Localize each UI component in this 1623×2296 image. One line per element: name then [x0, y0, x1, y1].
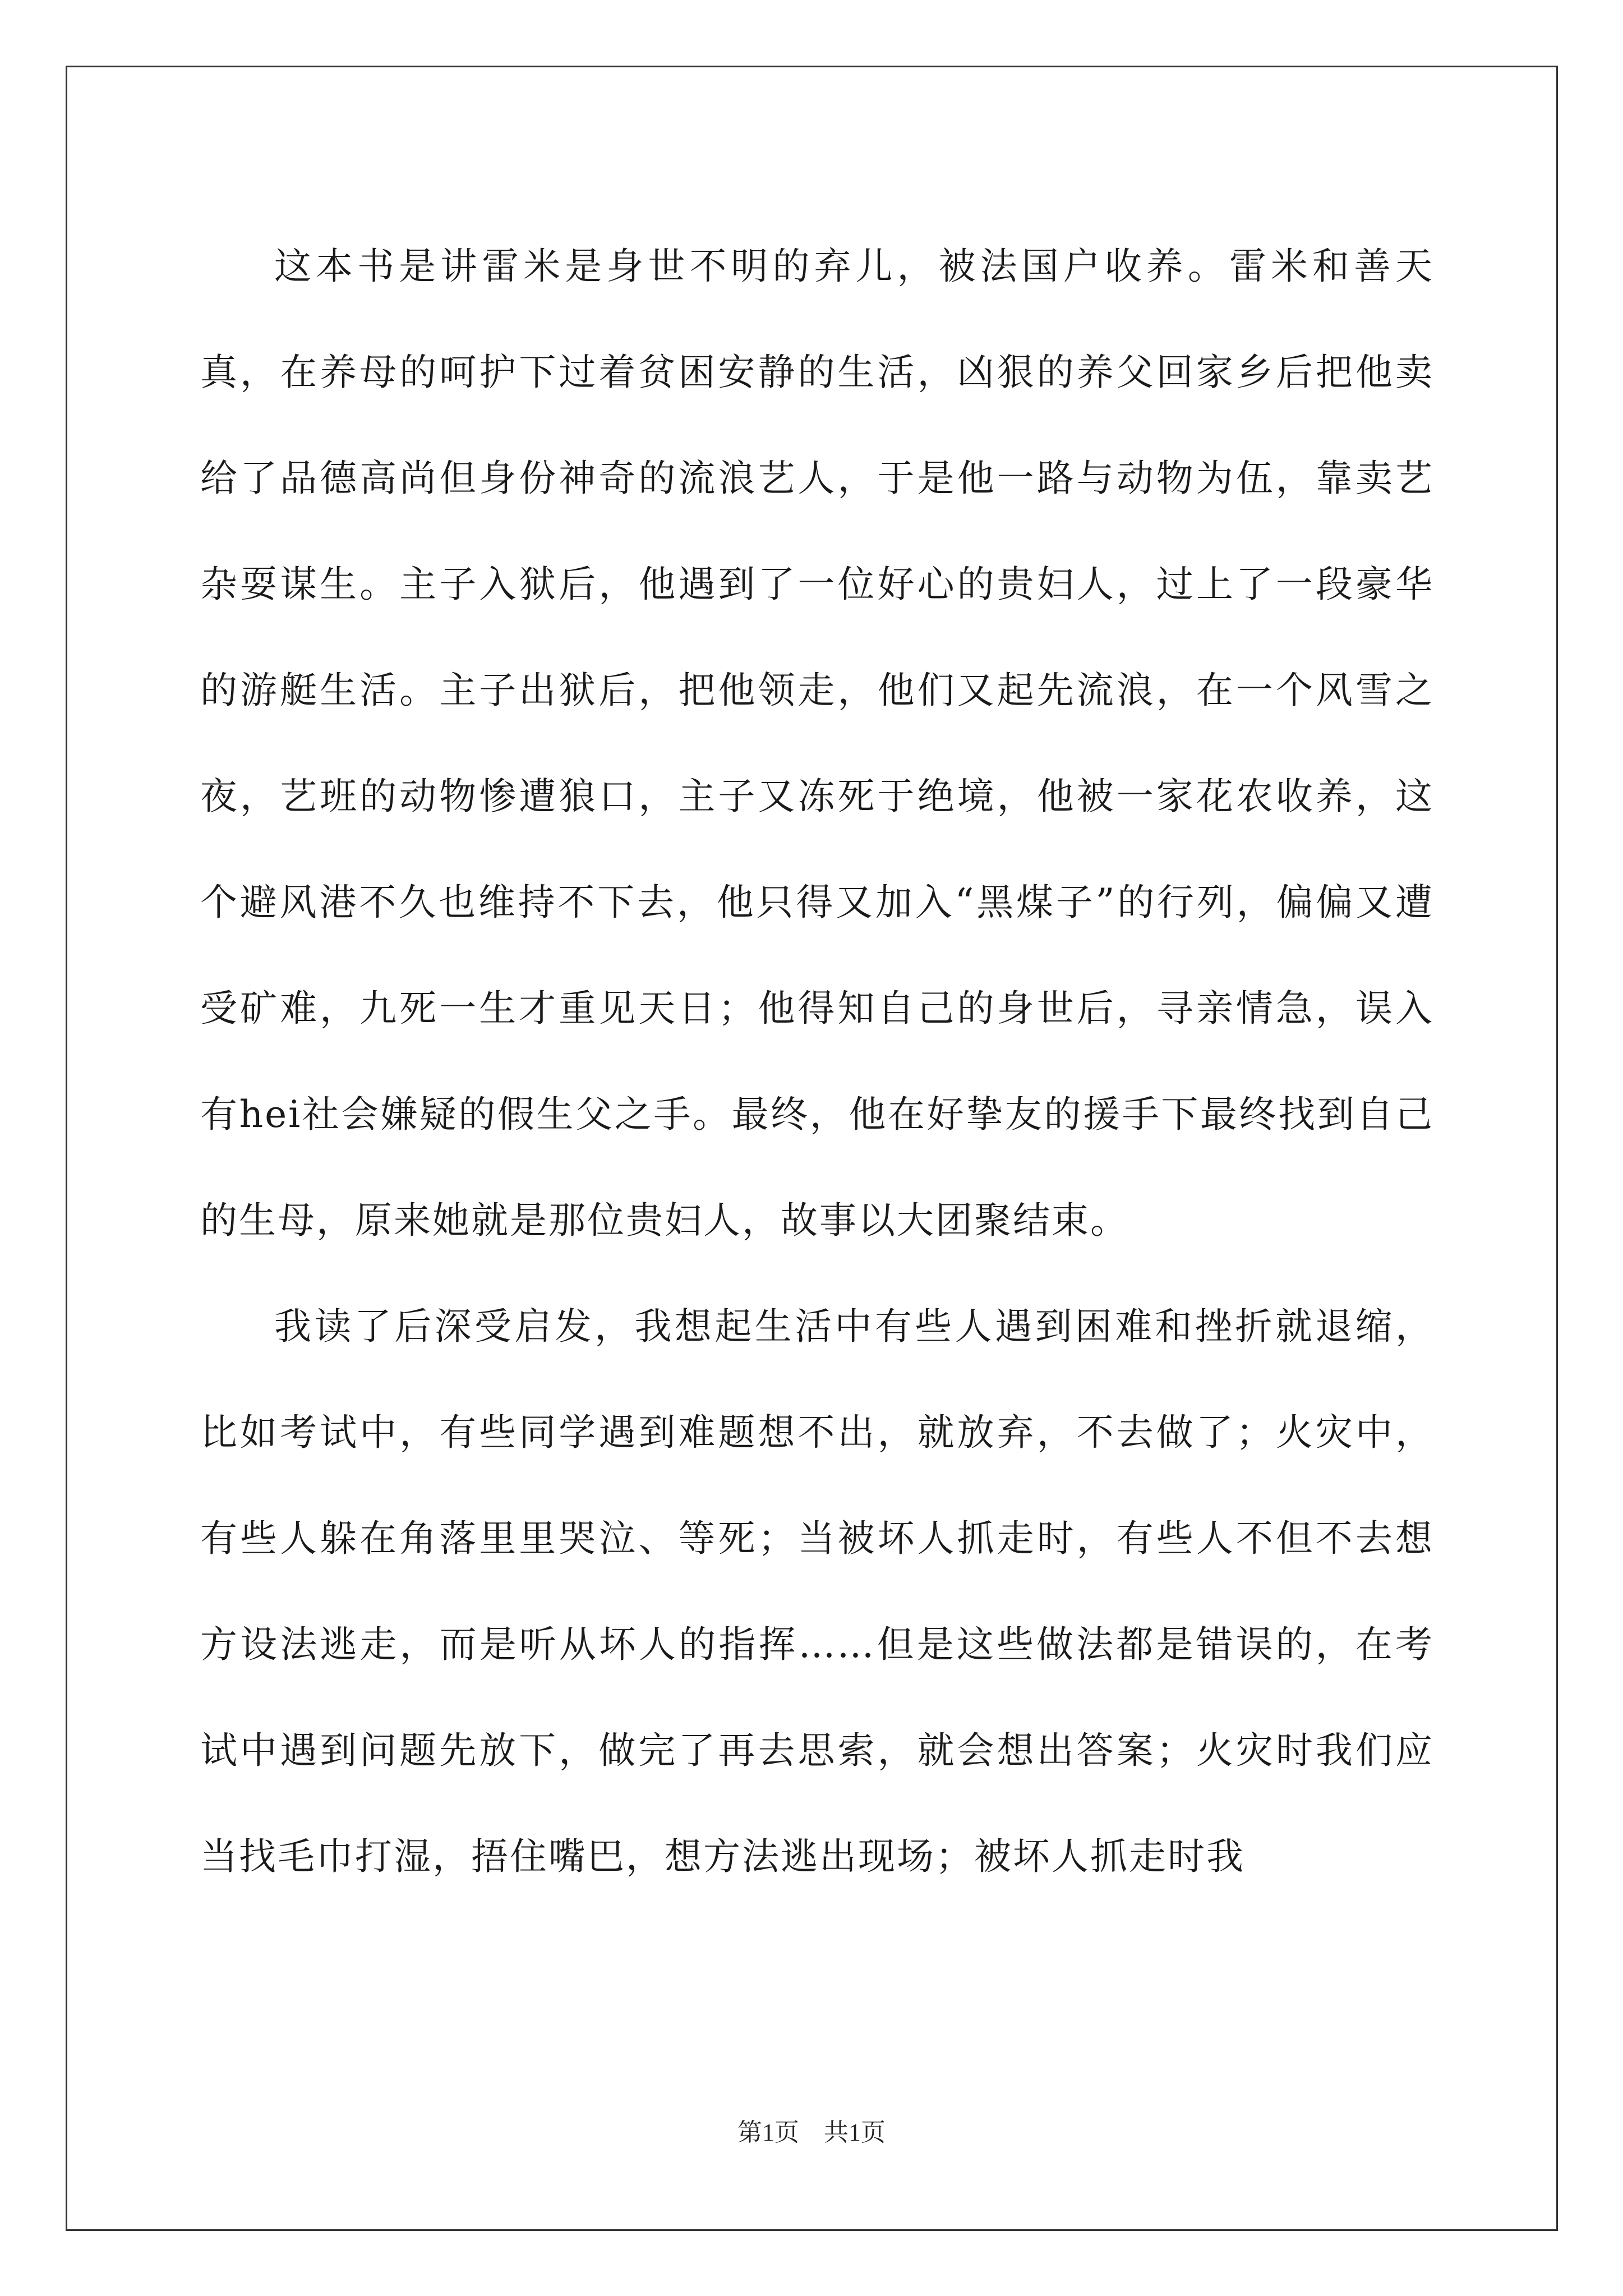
paragraph-2: 我读了后深受启发，我想起生活中有些人遇到困难和挫折就退缩，比如考试中，有些同学遇到难题想不出，就放弃，不去做了；火灾中，有些人躲在角落里里哭泣、等死；当被坏人抓走时，有些人不但不去想方设法逃走，而是听从坏人的指挥……但是这些做法都是错误的，在考试中遇到问题先放下，做完了再去思索，就会想出答案；火灾时我们应当找毛巾打湿，捂住嘴巴，想方法逃出现场；被坏人抓走时我 [200, 1305, 1434, 1878]
page-number: 第1页 [737, 2119, 799, 2146]
paragraph-1: 这本书是讲雷米是身世不明的弃儿，被法国户收养。雷米和善天真，在养母的呵护下过着贫困安静的生活，凶狠的养父回家乡后把他卖给了品德高尚但身份神奇的流浪艺人，于是他一路与动物为伍，靠卖艺杂耍谋生。主子入狱后，他遇到了一位好心的贵妇人，过上了一段豪华的游艇生活。主子出狱后，把他领走，他们又起先流浪，在一个风雪之夜，艺班的动物惨遭狼口，主子又冻死于绝境，他被一家花农收养，这个避风港不久也维持不下去，他只得又加入“黑煤子”的行列，偏偏又遭受矿难，九死一生才重见天日；他得知自己的身世后，寻亲情急，误入有hei社会嫌疑的假生父之手。最终，他在好挚友的援手下最终找到自己的生母，原来她就是那位贵妇人，故事以大团聚结束。 [200, 245, 1434, 1242]
page-total: 共1页 [824, 2119, 886, 2146]
page-footer [0, 2112, 1623, 2148]
document-body [200, 213, 1434, 1910]
